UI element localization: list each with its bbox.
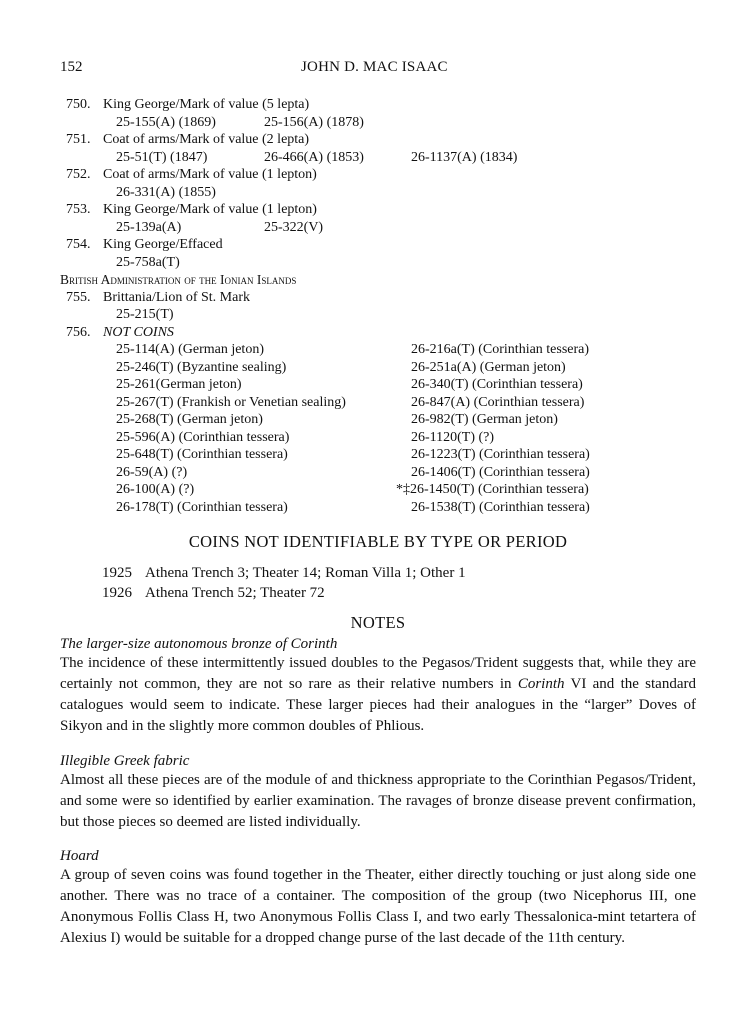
list-item: 26-216a(T) (Corinthian tessera): [411, 342, 590, 357]
note-text-italic: Corinth: [517, 676, 565, 692]
entry-label: King George/Mark of value (5 lepta): [103, 97, 310, 112]
list-item: *‡26-1450(T) (Corinthian tessera): [396, 482, 589, 497]
table-row: [102, 563, 466, 583]
entry-ref: 26-466(A) (1853): [264, 150, 364, 165]
list-item: 25-267(T) (Frankish or Venetian sealing): [116, 394, 346, 410]
list-item: 26-982(T) (German jeton): [411, 412, 558, 427]
list-item: 25-648(T) (Corinthian tessera): [116, 447, 288, 462]
list-item: 26-100(A) (?): [116, 482, 195, 497]
entry-number: 750.: [66, 97, 91, 112]
notes-section: [60, 753, 696, 833]
entry-number: 755.: [66, 290, 91, 305]
entry-number: 751.: [66, 132, 91, 147]
entry-ref: 26-1137(A) (1834): [411, 150, 518, 165]
list-item: 25-261(German jeton): [116, 377, 242, 392]
note-title: Illegible Greek fabric: [60, 753, 190, 769]
list-item: 26-1120(T) (?): [411, 429, 495, 445]
entry-ref: 25-156(A) (1878): [264, 115, 364, 130]
notes-section: [60, 636, 696, 737]
entry-label: King George/Effaced: [103, 237, 223, 252]
list-item: 26-251a(A) (German jeton): [411, 359, 566, 375]
list-item: 26-1223(T) (Corinthian tessera): [411, 447, 590, 462]
list-item: 26-340(T) (Corinthian tessera): [411, 377, 583, 392]
entry-label: Coat of arms/Mark of value (2 lepta): [103, 132, 310, 147]
entry-number: 753.: [66, 202, 91, 217]
list-item: 26-847(A) (Corinthian tessera): [411, 394, 585, 410]
section-heading: COINS NOT IDENTIFIABLE BY TYPE OR PERIOD: [188, 532, 568, 551]
notes-heading: NOTES: [350, 613, 406, 632]
year: 1926: [102, 585, 132, 601]
entry-number: 752.: [66, 167, 91, 182]
row-text: Athena Trench 52; Theater 72: [145, 585, 325, 601]
note-title: The larger-size autonomous bronze of Corinth: [60, 636, 338, 652]
list-item: 26-59(A) (?): [116, 464, 188, 480]
note-body: Almost all these pieces are of the module of and thickness appropriate to the Corinthian Pegasos/Trident, and some were so identified by earlier examination. The ravages of bronze disease prevent confirmation, but those pieces so deemed are listed individually.: [60, 772, 696, 830]
entry-ref: 25-51(T) (1847): [116, 150, 208, 165]
notes-section: [60, 848, 696, 949]
list-item: 26-178(T) (Corinthian tessera): [116, 499, 288, 515]
note-body: [60, 653, 696, 737]
row-text: Athena Trench 3; Theater 14; Roman Villa 1; Other 1: [145, 565, 466, 581]
list-item: 26-1538(T) (Corinthian tessera): [411, 499, 590, 515]
list-item: 25-114(A) (German jeton): [116, 342, 264, 357]
entry-ref: 26-331(A) (1855): [116, 185, 216, 200]
entry-number: 756.: [66, 325, 91, 340]
year: 1925: [102, 565, 132, 581]
note-text: VI and the standard catalogues would seem to indicate. These larger pieces had their analogues in the “larger” Doves of Sikyon and in the slightly more common doubles of Phlious.: [60, 676, 696, 734]
section-subheading: British Administration of the Ionian Islands: [60, 272, 297, 287]
entry-label: Coat of arms/Mark of value (1 lepton): [103, 167, 317, 182]
unidentifiable-table: [102, 563, 466, 603]
note-title: Hoard: [60, 848, 99, 864]
entry-ref: 25-155(A) (1869): [116, 115, 216, 130]
not-coins-right-column: [396, 341, 600, 516]
entry-ref: 25-139a(A): [116, 220, 182, 235]
table-row: [102, 583, 466, 603]
list-item: 25-596(A) (Corinthian tessera): [116, 429, 290, 445]
list-item: 26-1406(T) (Corinthian tessera): [411, 464, 590, 480]
list-item: 25-268(T) (German jeton): [116, 412, 263, 427]
not-coins-left-column: [116, 341, 346, 516]
note-body: A group of seven coins was found together in the Theater, either directly touching or just along side one another. There was no trace of a container. The composition of the group (two Nicephorus III, one Anonymous Follis Class H, two Anonymous Follis Class I, and two early Thessalonica-mint tetartera of Alexius I) would be suitable for a dropped change purse of the last decade of the 11th century.: [60, 867, 696, 946]
page-number: 152: [60, 59, 83, 75]
entry-label: Brittania/Lion of St. Mark: [103, 290, 250, 305]
running-title: JOHN D. MAC ISAAC: [301, 59, 448, 75]
entry-label: NOT COINS: [103, 325, 174, 340]
note-text: The incidence of these intermittently issued doubles to the Pegasos/Trident suggests that, while they are certainly not common, they are not so rare as their relative numbers in: [60, 655, 696, 692]
entry-ref: 25-322(V): [264, 220, 324, 235]
list-item: 25-246(T) (Byzantine sealing): [116, 359, 287, 375]
entry-label: King George/Mark of value (1 lepton): [103, 202, 317, 217]
entry-ref: 25-758a(T): [116, 255, 180, 270]
entry-ref: 25-215(T): [116, 307, 174, 322]
entry-number: 754.: [66, 237, 91, 252]
